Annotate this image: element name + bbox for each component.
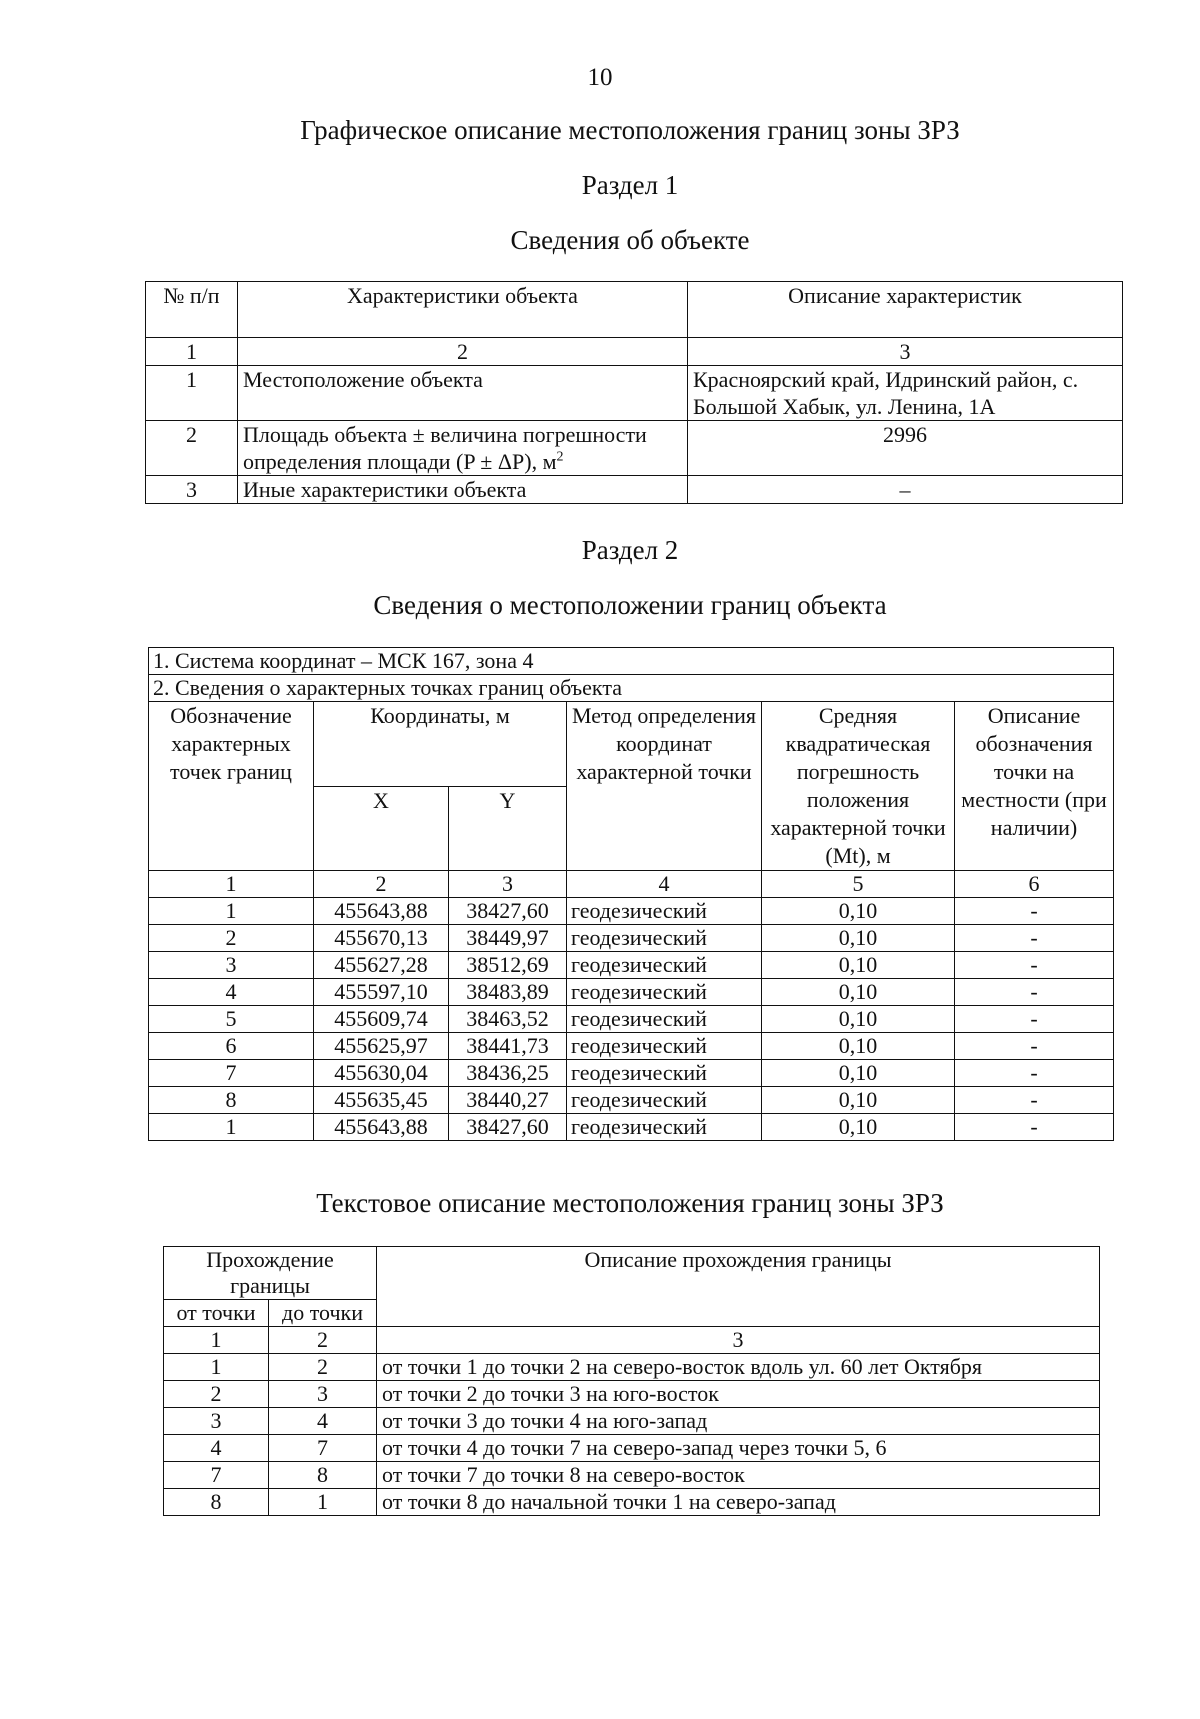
header-to: до точки [269,1300,377,1327]
point-error: 0,10 [762,1006,955,1033]
point-y: 38441,73 [449,1033,567,1060]
point-method: геодезический [567,898,762,925]
point-error: 0,10 [762,898,955,925]
point-error: 0,10 [762,925,955,952]
row-characteristic-superscript: 2 [556,449,564,465]
point-x: 455627,28 [314,952,449,979]
point-method: геодезический [567,1087,762,1114]
row-number: 2 [146,421,238,476]
passage-description: от точки 3 до точки 4 на юго-запад [377,1408,1100,1435]
point-error: 0,10 [762,1114,955,1141]
header-from: от точки [164,1300,269,1327]
table-row [164,1354,1100,1381]
point-y: 38512,69 [449,952,567,979]
row-characteristic: Местоположение объекта [238,366,688,421]
passage-from: 2 [164,1381,269,1408]
boundary-description-table [163,1246,1100,1516]
passage-to: 8 [269,1462,377,1489]
table-row [146,476,1123,504]
passage-from: 4 [164,1435,269,1462]
boundary-points-table [148,647,1114,1141]
table-row [164,1462,1100,1489]
point-y: 38440,27 [449,1087,567,1114]
table-row [149,1006,1114,1033]
point-x: 455625,97 [314,1033,449,1060]
section3-heading: Текстовое описание местоположения границ зоны ЗРЗ [316,1188,944,1218]
header-description: Описание характеристик [688,282,1123,338]
point-method: геодезический [567,1114,762,1141]
header-method: Метод определения координат характерной точки [567,702,762,871]
passage-to: 1 [269,1489,377,1516]
header-coordinates: Координаты, м [314,702,567,787]
row-description: 2996 [688,421,1123,476]
point-y: 38427,60 [449,898,567,925]
passage-to: 2 [269,1354,377,1381]
col-number: 1 [164,1327,269,1354]
passage-from: 7 [164,1462,269,1489]
point-error: 0,10 [762,1033,955,1060]
table-row [149,979,1114,1006]
row-characteristic: Иные характеристики объекта [238,476,688,504]
col-number: 3 [449,871,567,898]
col-number: 4 [567,871,762,898]
point-error: 0,10 [762,1060,955,1087]
row-characteristic-text: Площадь объекта ± величина погрешности определения площади (P ± ΔP), м [243,422,647,474]
row-description: Красноярский край, Идринский район, с. Большой Хабык, ул. Ленина, 1А [688,366,1123,421]
section1-subheading: Сведения об объекте [510,225,750,255]
header-point-description: Описание обозначения точки на местности (при наличии) [955,702,1114,871]
point-x: 455597,10 [314,979,449,1006]
table-row [164,1435,1100,1462]
point-error: 0,10 [762,979,955,1006]
point-designation: 3 [149,952,314,979]
section2-subheading: Сведения о местоположении границ объекта [373,590,887,620]
col-number: 6 [955,871,1114,898]
point-description: - [955,925,1114,952]
table-row [149,952,1114,979]
table-row [146,366,1123,421]
table-row [149,1087,1114,1114]
passage-description: от точки 4 до точки 7 на северо-запад через точки 5, 6 [377,1435,1100,1462]
header-passage-description: Описание прохождения границы [377,1247,1100,1327]
point-method: геодезический [567,952,762,979]
header-x: X [314,786,449,871]
point-designation: 1 [149,1114,314,1141]
row-characteristic [238,421,688,476]
passage-description: от точки 7 до точки 8 на северо-восток [377,1462,1100,1489]
passage-from: 8 [164,1489,269,1516]
table-row [164,1381,1100,1408]
point-method: геодезический [567,925,762,952]
point-x: 455635,45 [314,1087,449,1114]
point-designation: 5 [149,1006,314,1033]
point-error: 0,10 [762,1087,955,1114]
table-row [146,421,1123,476]
header-designation: Обозначение характерных точек границ [149,702,314,871]
point-x: 455670,13 [314,925,449,952]
col-number: 5 [762,871,955,898]
passage-to: 3 [269,1381,377,1408]
point-x: 455643,88 [314,898,449,925]
passage-from: 3 [164,1408,269,1435]
point-y: 38483,89 [449,979,567,1006]
point-method: геодезический [567,1060,762,1087]
point-designation: 4 [149,979,314,1006]
page-number: 10 [587,64,613,91]
table-row [149,1060,1114,1087]
table-row [149,898,1114,925]
header-passage: Прохождение границы [164,1247,377,1300]
col-number: 2 [238,338,688,366]
point-designation: 7 [149,1060,314,1087]
table-row [164,1408,1100,1435]
point-designation: 8 [149,1087,314,1114]
point-y: 38449,97 [449,925,567,952]
col-number: 2 [314,871,449,898]
passage-description: от точки 1 до точки 2 на северо-восток вдоль ул. 60 лет Октября [377,1354,1100,1381]
document-title: Графическое описание местоположения границ зоны ЗРЗ [300,115,960,145]
point-description: - [955,952,1114,979]
table-row [164,1489,1100,1516]
section1-heading: Раздел 1 [581,170,679,200]
point-method: геодезический [567,1006,762,1033]
point-method: геодезический [567,1033,762,1060]
point-description: - [955,1114,1114,1141]
point-description: - [955,898,1114,925]
row-description: – [688,476,1123,504]
point-designation: 6 [149,1033,314,1060]
table-row [149,925,1114,952]
header-characteristic: Характеристики объекта [238,282,688,338]
passage-to: 4 [269,1408,377,1435]
col-number: 1 [149,871,314,898]
passage-description: от точки 8 до начальной точки 1 на северо-запад [377,1489,1100,1516]
passage-description: от точки 2 до точки 3 на юго-восток [377,1381,1100,1408]
passage-from: 1 [164,1354,269,1381]
coord-system: 1. Система координат – МСК 167, зона 4 [149,648,1114,675]
point-x: 455643,88 [314,1114,449,1141]
col-number: 2 [269,1327,377,1354]
point-designation: 1 [149,898,314,925]
point-x: 455609,74 [314,1006,449,1033]
col-number: 3 [377,1327,1100,1354]
table-row [149,1033,1114,1060]
point-description: - [955,1033,1114,1060]
point-y: 38427,60 [449,1114,567,1141]
col-number: 1 [146,338,238,366]
section2-heading: Раздел 2 [581,535,679,565]
point-y: 38463,52 [449,1006,567,1033]
row-number: 3 [146,476,238,504]
header-y: Y [449,786,567,871]
point-description: - [955,1087,1114,1114]
point-designation: 2 [149,925,314,952]
points-title: 2. Сведения о характерных точках границ объекта [149,675,1114,702]
passage-to: 7 [269,1435,377,1462]
point-description: - [955,1006,1114,1033]
point-method: геодезический [567,979,762,1006]
header-number: № п/п [146,282,238,338]
row-number: 1 [146,366,238,421]
object-info-table [145,281,1123,504]
point-description: - [955,979,1114,1006]
col-number: 3 [688,338,1123,366]
point-y: 38436,25 [449,1060,567,1087]
table-row [149,1114,1114,1141]
header-error: Средняя квадратическая погрешность положения характерной точки (Mt), м [762,702,955,871]
point-x: 455630,04 [314,1060,449,1087]
point-error: 0,10 [762,952,955,979]
point-description: - [955,1060,1114,1087]
